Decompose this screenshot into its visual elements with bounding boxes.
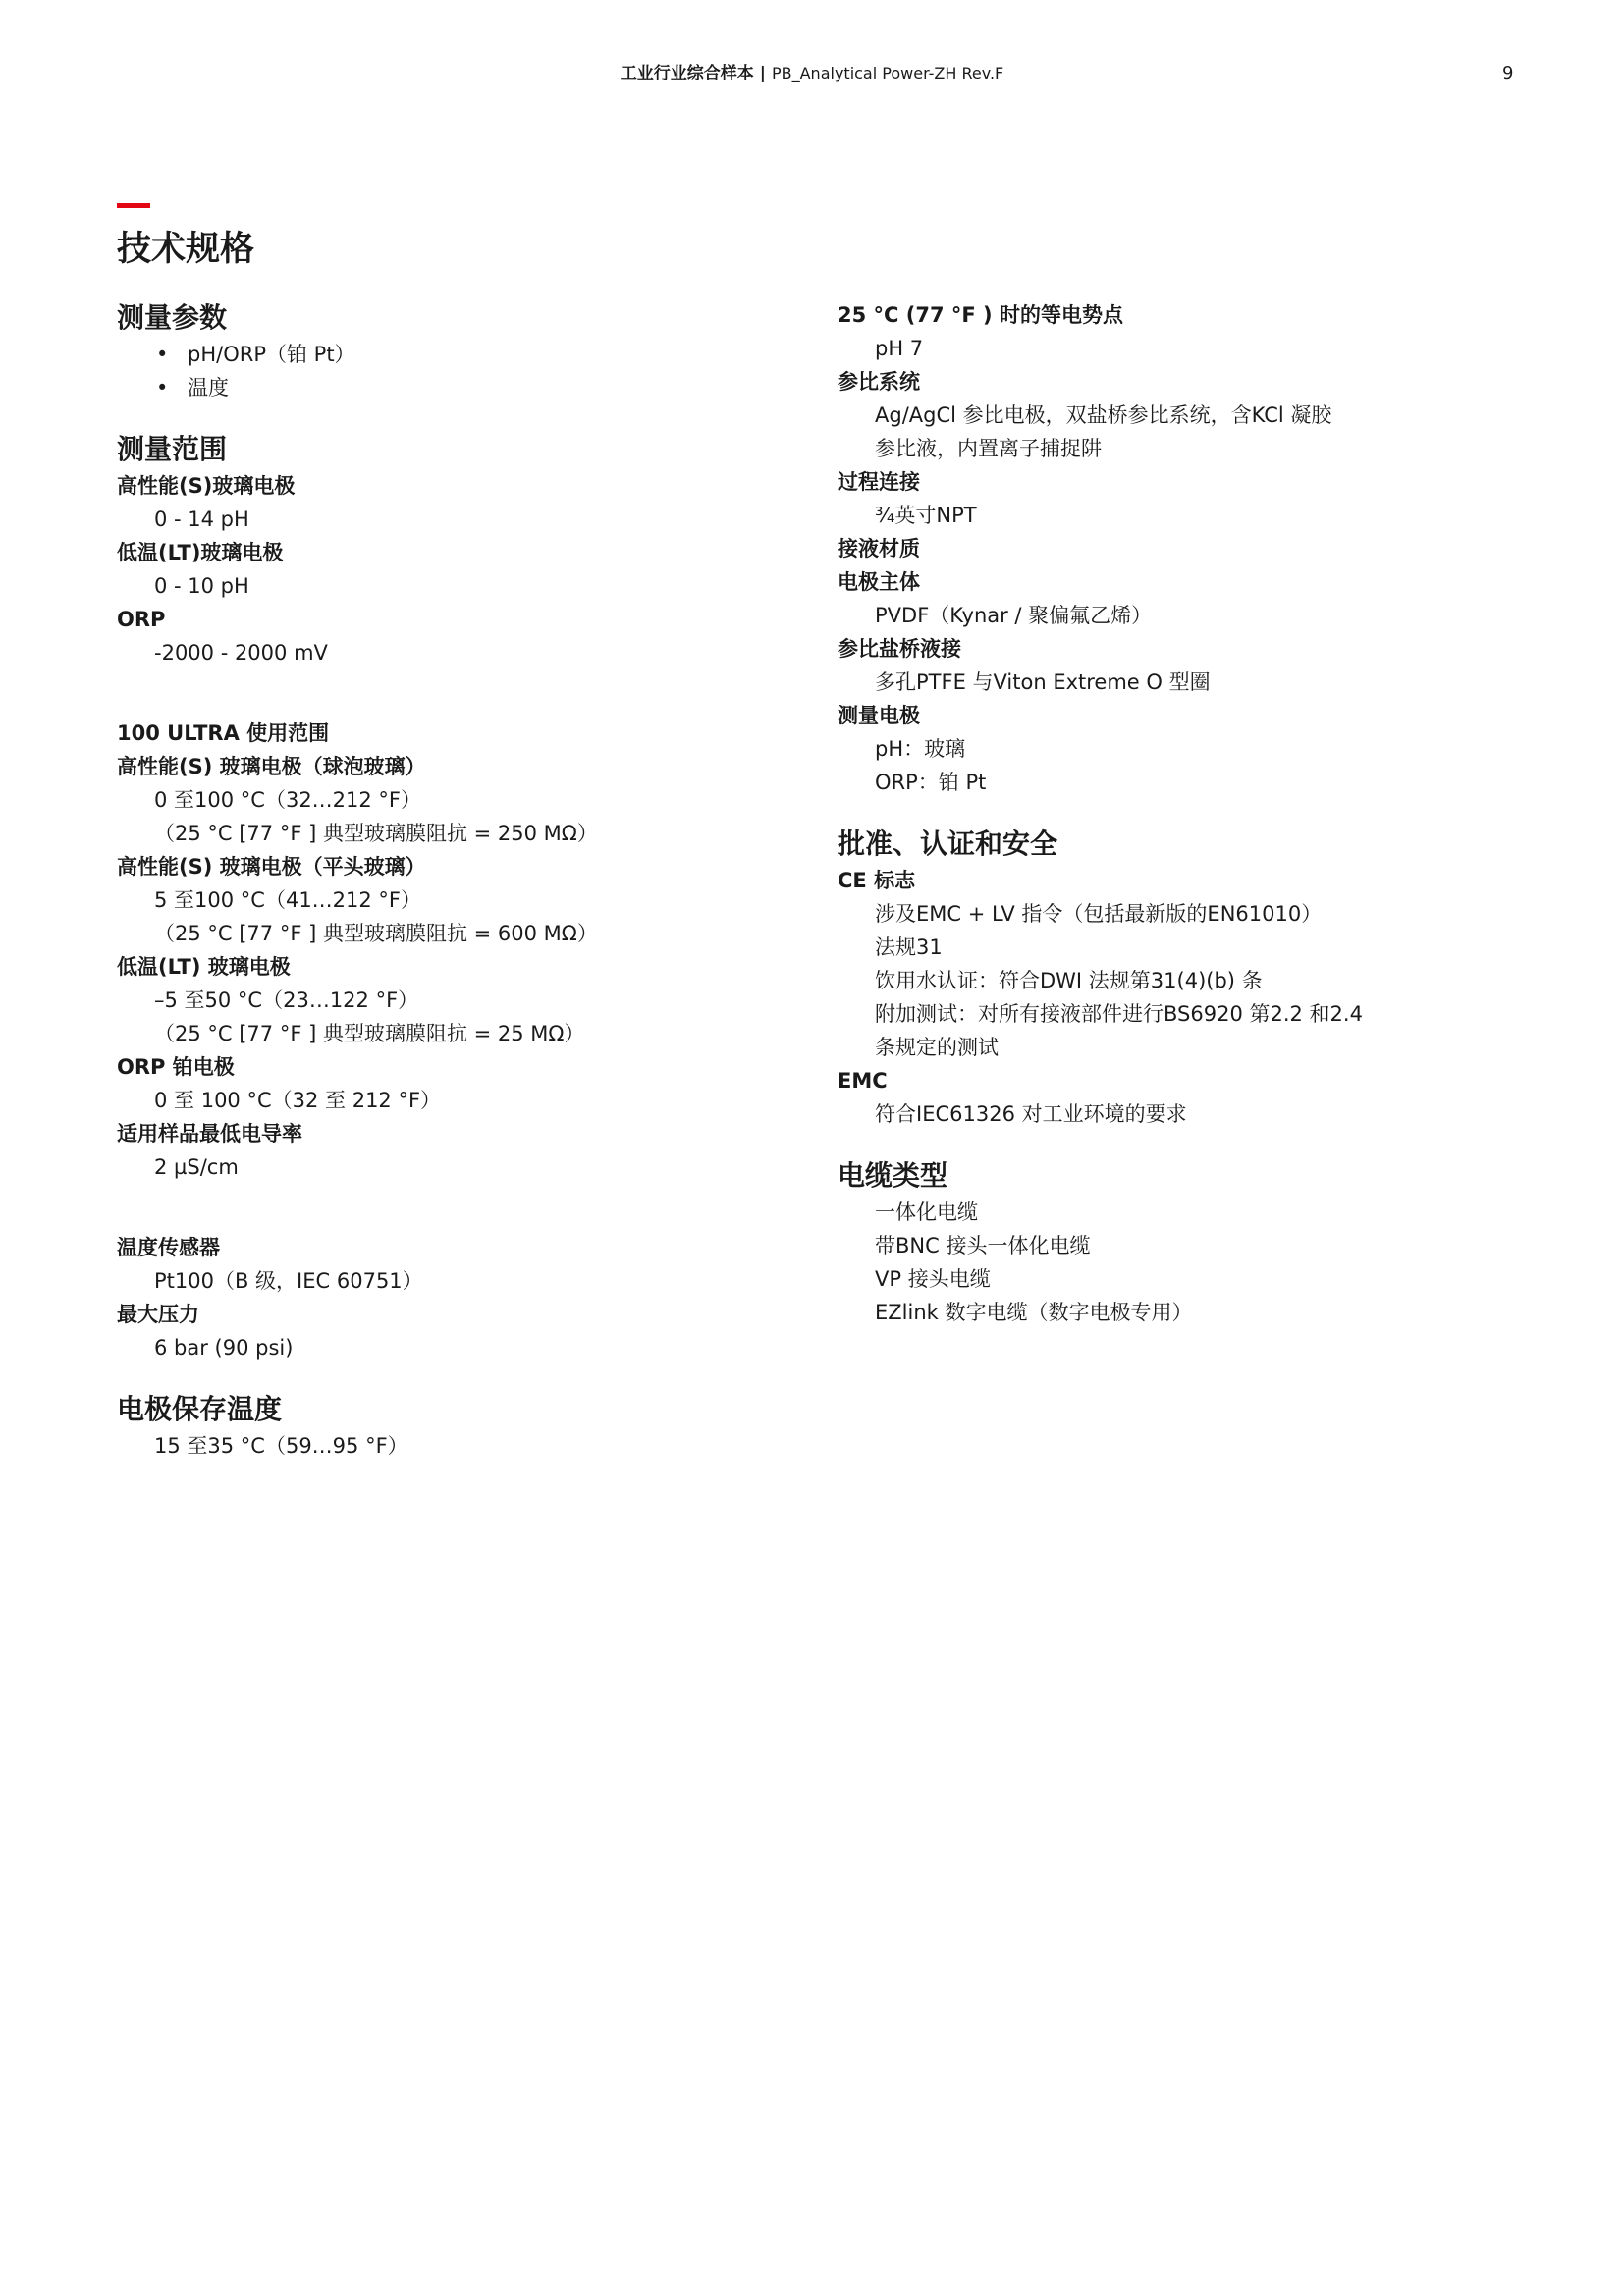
spec-value-s-flat-range: 5 至100 °C（41…212 °F） xyxy=(154,888,422,912)
list-item-cable: 一体化电缆 xyxy=(875,1201,978,1224)
spec-label-ce: CE 标志 xyxy=(838,869,916,892)
list-item xyxy=(117,371,745,404)
spec-label-wetted-materials: 接液材质 xyxy=(838,537,920,561)
spec-value-reference-line2: 参比液，内置离子捕捉阱 xyxy=(875,437,1102,460)
list-item-text: 温度 xyxy=(188,376,229,400)
left-column xyxy=(117,298,745,1463)
spec-label-reference: 参比系统 xyxy=(838,370,920,394)
section-heading-range: 测量范围 xyxy=(117,433,228,465)
spec-value-ce-line4: 附加测试：对所有接液部件进行BS6920 第2.2 和2.4 xyxy=(875,1002,1363,1026)
list-item-text: pH/ORP（铂 Pt） xyxy=(188,343,355,366)
bullet-icon: • xyxy=(156,343,169,366)
page-header xyxy=(0,61,1624,90)
spec-value-ce-line2: 法规31 xyxy=(875,935,943,959)
spec-heading-ultra: 100 ULTRA 使用范围 xyxy=(117,721,330,745)
list-item-cable: 带BNC 接头一体化电缆 xyxy=(875,1234,1091,1257)
spec-value-emc: 符合IEC61326 对工业环境的要求 xyxy=(875,1102,1187,1126)
spec-value-s-bulb-range: 0 至100 °C（32…212 °F） xyxy=(154,788,422,812)
spec-value-s-flat-impedance: （25 °C [77 °F ] 典型玻璃膜阻抗 = 600 MΩ） xyxy=(154,922,598,945)
document-title: 工业行业综合样本 xyxy=(620,64,754,83)
document-code: PB_Analytical Power-ZH Rev.F xyxy=(771,64,1004,82)
spec-value-lt-range: –5 至50 °C（23…122 °F） xyxy=(154,988,419,1012)
section-heading-approvals: 批准、认证和安全 xyxy=(838,828,1058,860)
section-heading-measured-params: 测量参数 xyxy=(117,301,228,334)
spec-label-junction: 参比盐桥液接 xyxy=(838,637,961,661)
spec-value-ce-line1: 涉及EMC + LV 指令（包括最新版的EN61010） xyxy=(875,902,1323,926)
page-title: 技术规格 xyxy=(117,230,255,269)
spec-label-measuring-electrode: 测量电极 xyxy=(838,704,920,727)
spec-value-s-glass: 0 - 14 pH xyxy=(154,507,249,531)
spec-label-emc: EMC xyxy=(838,1069,888,1093)
page-number: 9 xyxy=(1502,63,1514,83)
spec-label-max-pressure: 最大压力 xyxy=(117,1303,199,1326)
header-separator: | xyxy=(759,64,766,83)
spec-value-electrode-body: PVDF（Kynar / 聚偏氟乙烯） xyxy=(875,604,1153,627)
spec-value-measuring-electrode-orp: ORP：铂 Pt xyxy=(875,771,987,794)
spec-value-isopotential: pH 7 xyxy=(875,337,924,360)
spec-label-lt: 低温(LT) 玻璃电极 xyxy=(117,955,291,979)
spec-label-s-flat: 高性能(S) 玻璃电极（平头玻璃） xyxy=(117,855,426,879)
spec-value-orp-pt: 0 至 100 °C（32 至 212 °F） xyxy=(154,1089,442,1112)
spec-value-s-bulb-impedance: （25 °C [77 °F ] 典型玻璃膜阻抗 = 250 MΩ） xyxy=(154,822,598,845)
spec-label-orp-pt: ORP 铂电极 xyxy=(117,1055,235,1079)
spec-label-process-connection: 过程连接 xyxy=(838,470,920,494)
accent-bar xyxy=(117,203,150,208)
section-heading-storage: 电极保存温度 xyxy=(117,1393,283,1425)
list-item-cable: EZlink 数字电缆（数字电极专用） xyxy=(875,1301,1193,1324)
spec-value-ce-line3: 饮用水认证：符合DWI 法规第31(4)(b) 条 xyxy=(875,969,1263,992)
spec-value-conductivity: 2 µS/cm xyxy=(154,1155,239,1179)
spec-value-reference-line1: Ag/AgCl 参比电极，双盐桥参比系统，含KCl 凝胶 xyxy=(875,403,1332,427)
right-column xyxy=(838,298,1466,1329)
spec-label-s-glass: 高性能(S)玻璃电极 xyxy=(117,474,296,498)
spec-label-orp: ORP xyxy=(117,608,166,631)
spec-value-orp: -2000 - 2000 mV xyxy=(154,641,328,665)
spec-value-junction: 多孔PTFE 与Viton Extreme O 型圈 xyxy=(875,670,1211,694)
spec-value-ce-line5: 条规定的测试 xyxy=(875,1036,999,1059)
spec-label-isopotential: 25 °C (77 °F ) 时的等电势点 xyxy=(838,303,1123,327)
spec-label-electrode-body: 电极主体 xyxy=(838,570,920,594)
spec-value-max-pressure: 6 bar (90 psi) xyxy=(154,1336,294,1360)
spec-value-lt-glass: 0 - 10 pH xyxy=(154,574,249,598)
spec-value-lt-impedance: （25 °C [77 °F ] 典型玻璃膜阻抗 = 25 MΩ） xyxy=(154,1022,585,1045)
spec-label-temp-sensor: 温度传感器 xyxy=(117,1236,220,1259)
bullet-icon: • xyxy=(156,376,169,400)
section-heading-cable: 电缆类型 xyxy=(838,1159,948,1192)
spec-label-lt-glass: 低温(LT)玻璃电极 xyxy=(117,541,284,564)
spec-label-s-bulb: 高性能(S) 玻璃电极（球泡玻璃） xyxy=(117,755,426,778)
spec-value-storage: 15 至35 °C（59…95 °F） xyxy=(154,1434,408,1458)
list-item-cable: VP 接头电缆 xyxy=(875,1267,991,1291)
spec-label-conductivity: 适用样品最低电导率 xyxy=(117,1122,302,1146)
spec-value-measuring-electrode-ph: pH：玻璃 xyxy=(875,737,966,761)
spec-value-process-connection: ¾英寸NPT xyxy=(875,504,977,527)
measured-params-list xyxy=(117,338,745,404)
spec-value-temp-sensor: Pt100（B 级，IEC 60751） xyxy=(154,1269,423,1293)
list-item xyxy=(117,338,745,371)
header-title-group xyxy=(0,61,1624,86)
